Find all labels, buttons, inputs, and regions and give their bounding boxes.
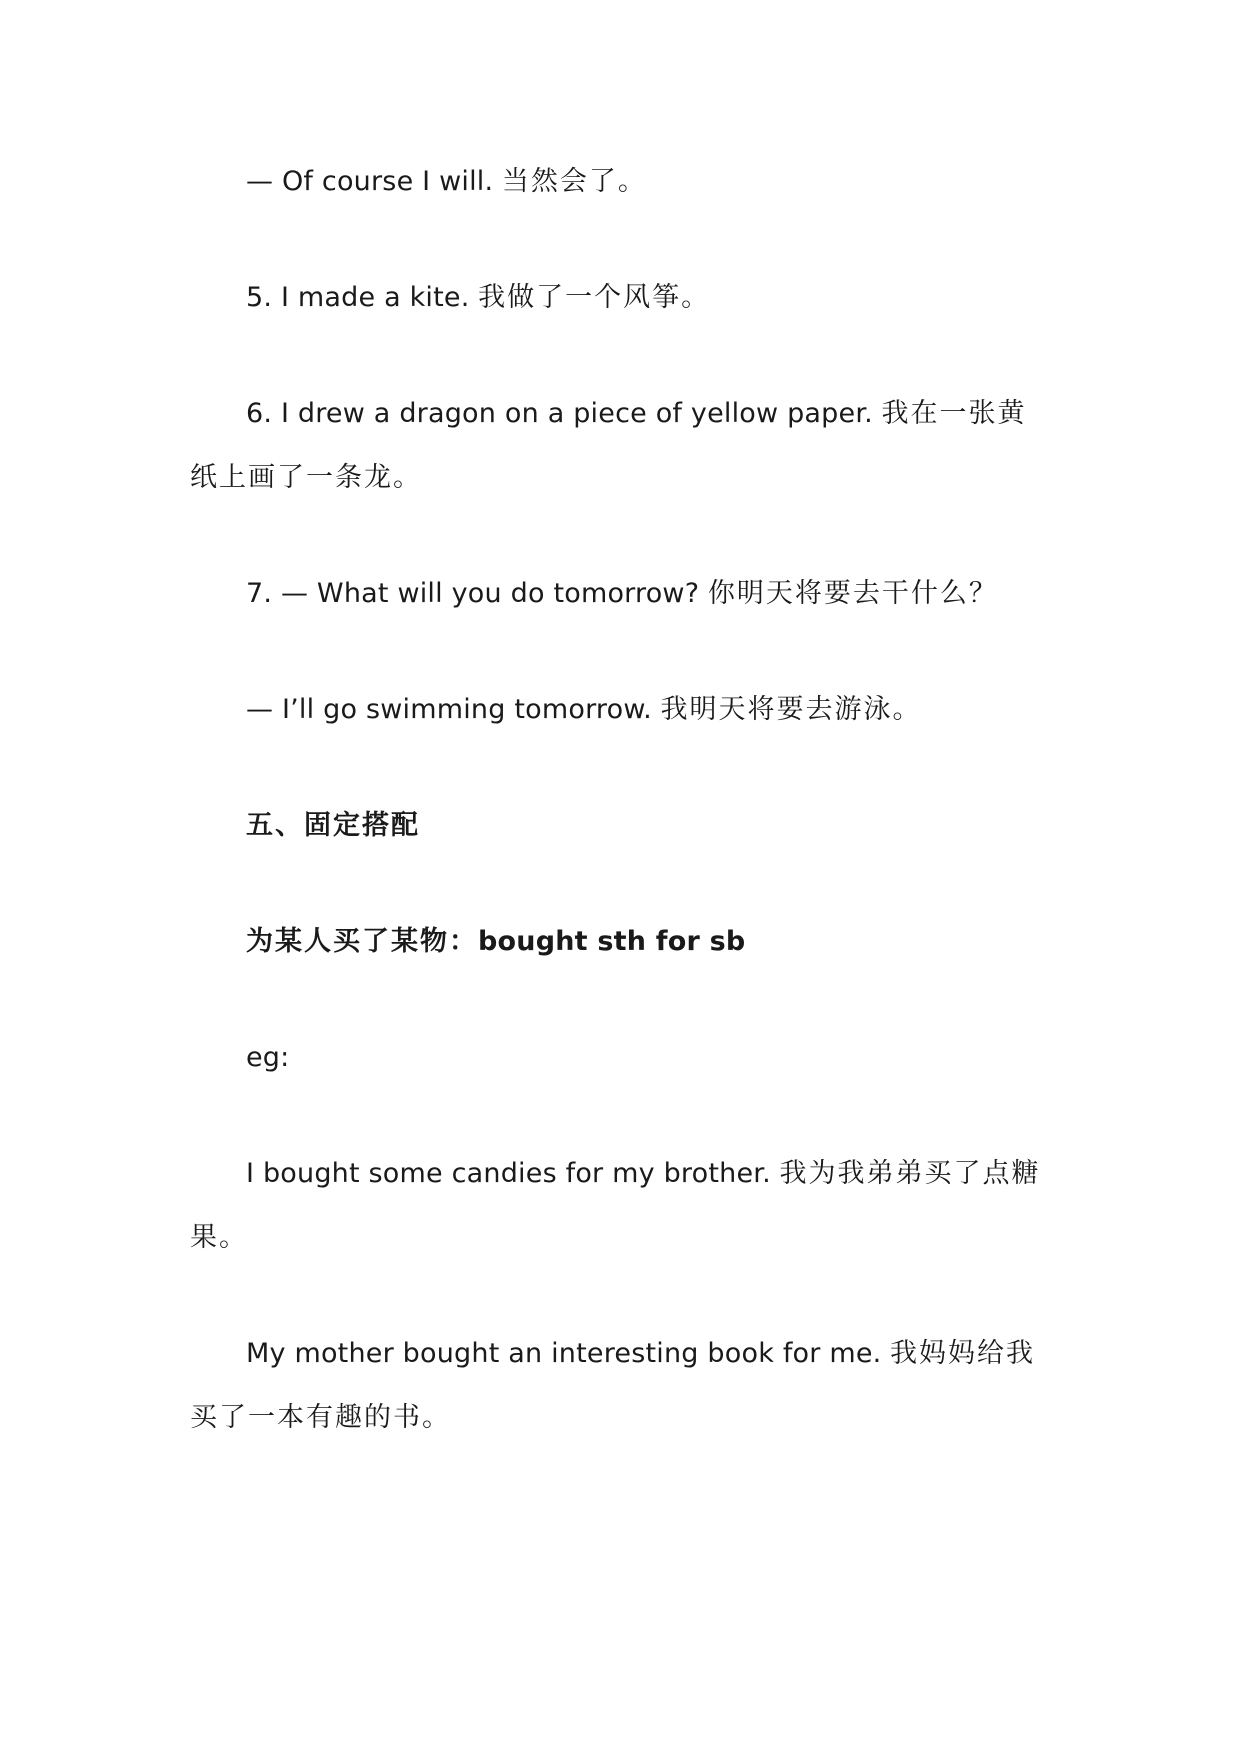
english-text: 6. I drew a dragon on a piece of yellow paper. <box>246 398 873 429</box>
chinese-translation: 我明天将要去游泳。 <box>660 694 922 725</box>
english-text: I bought some candies for my brother. <box>246 1158 771 1189</box>
english-text: My mother bought an interesting book for me. <box>246 1338 882 1369</box>
phrase-english: bought sth for sb <box>478 926 746 957</box>
sentence-6 <box>190 382 1050 510</box>
phrase-chinese: 为某人买了某物： <box>246 926 478 957</box>
english-text: 7. — What will you do tomorrow? <box>246 578 700 609</box>
chinese-translation: 你明天将要去干什么？ <box>707 578 998 609</box>
example-label <box>190 1026 1050 1090</box>
phrase-definition <box>190 910 1050 974</box>
english-text: — Of course I will. <box>246 166 494 197</box>
example-2 <box>190 1322 1050 1450</box>
english-text: — I’ll go swimming tomorrow. <box>246 694 652 725</box>
chinese-translation: 我在一张黄纸上画了一条龙。 <box>190 398 1027 493</box>
section-heading-text: 五、固定搭配 <box>246 810 420 841</box>
eg-label-text: eg: <box>246 1042 290 1073</box>
dialogue-answer-4 <box>190 150 1050 214</box>
english-text: 5. I made a kite. <box>246 282 470 313</box>
section-heading <box>190 794 1050 858</box>
chinese-translation: 当然会了。 <box>501 166 647 197</box>
sentence-7-question <box>190 562 1050 626</box>
sentence-7-answer <box>190 678 1050 742</box>
chinese-translation: 我妈妈给我买了一本有趣的书。 <box>190 1338 1036 1433</box>
chinese-translation: 我做了一个风筝。 <box>478 282 711 313</box>
sentence-5 <box>190 266 1050 330</box>
chinese-translation: 我为我弟弟买了点糖果。 <box>190 1158 1041 1253</box>
example-1 <box>190 1142 1050 1270</box>
